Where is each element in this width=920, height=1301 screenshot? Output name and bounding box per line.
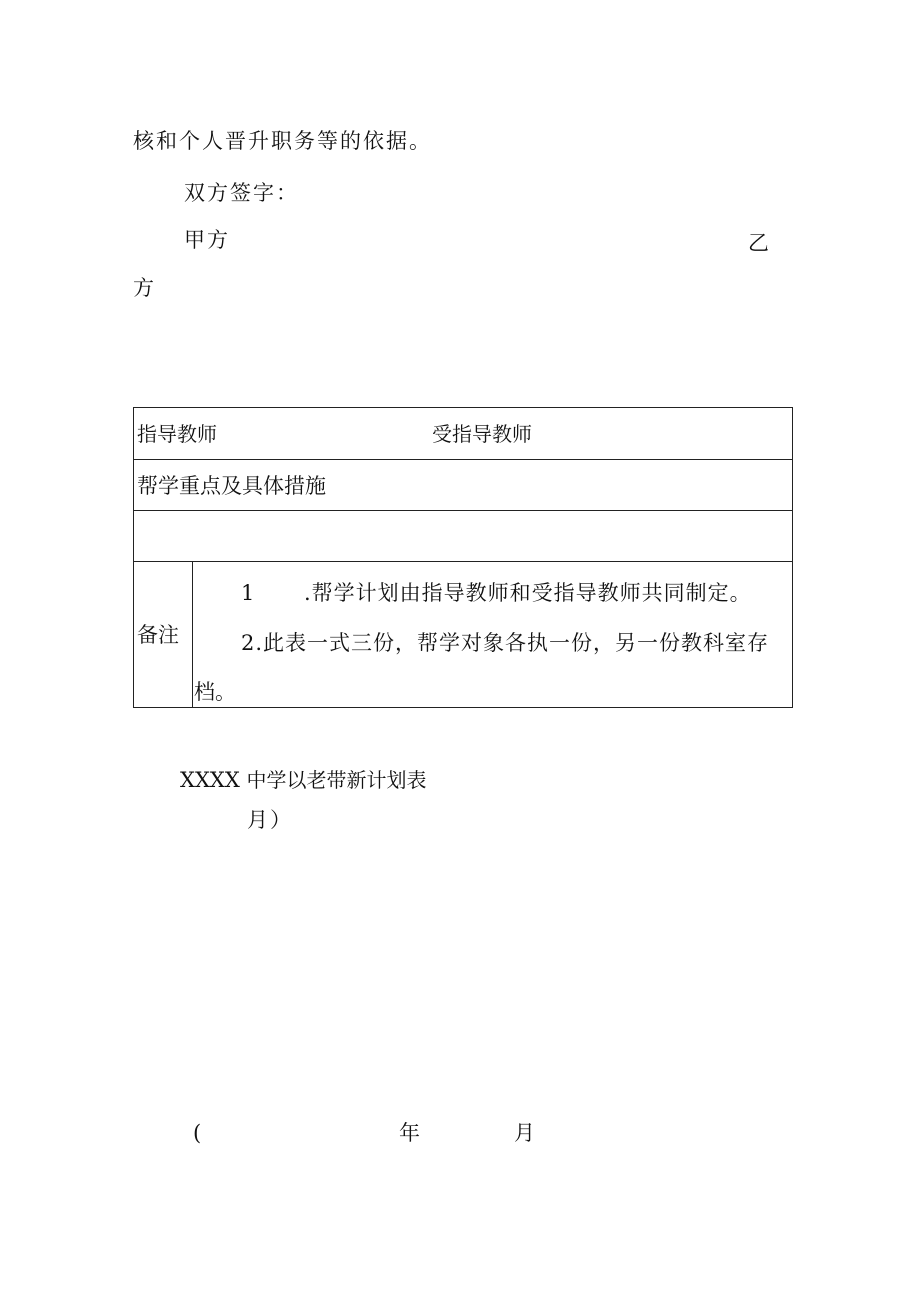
date-year-label: 年 [399,1121,422,1145]
mentoring-table [133,407,793,708]
note-1-text: .帮学计划由指导教师和受指导教师共同制定。 [304,581,752,605]
notes-divider [192,562,193,708]
party-a-label: 甲方 [184,228,230,252]
party-b-label-part1: 乙 [748,231,771,255]
party-b-label-part2: 方 [133,276,156,300]
plan-title-main: 中学以老带新计划表 [246,768,427,792]
plan-title [180,767,427,793]
mentee-label: 受指导教师 [432,422,532,446]
focus-label: 帮学重点及具体措施 [137,474,326,498]
table-row-focus [134,460,792,511]
date-open-paren: ( [193,1121,204,1145]
mentor-label: 指导教师 [137,422,217,446]
date-month-label: 月 [514,1121,537,1145]
signatures-label: 双方签字： [184,181,299,205]
table-row-empty [134,511,792,562]
note-2-line-2: 档。 [194,680,236,704]
month-paren-line: 月） [247,808,293,832]
note-2-line-1: 2.此表一式三份，帮学对象各执一份，另一份教科室存 [241,631,770,655]
plan-title-prefix: XXXX [180,768,240,792]
table-row-teachers [134,408,792,460]
note-1-number: 1 [241,581,255,605]
notes-label: 备注 [137,623,179,647]
paragraph-line: 核和个人晋升职务等的依据。 [133,129,432,153]
table-row-notes [134,562,792,708]
